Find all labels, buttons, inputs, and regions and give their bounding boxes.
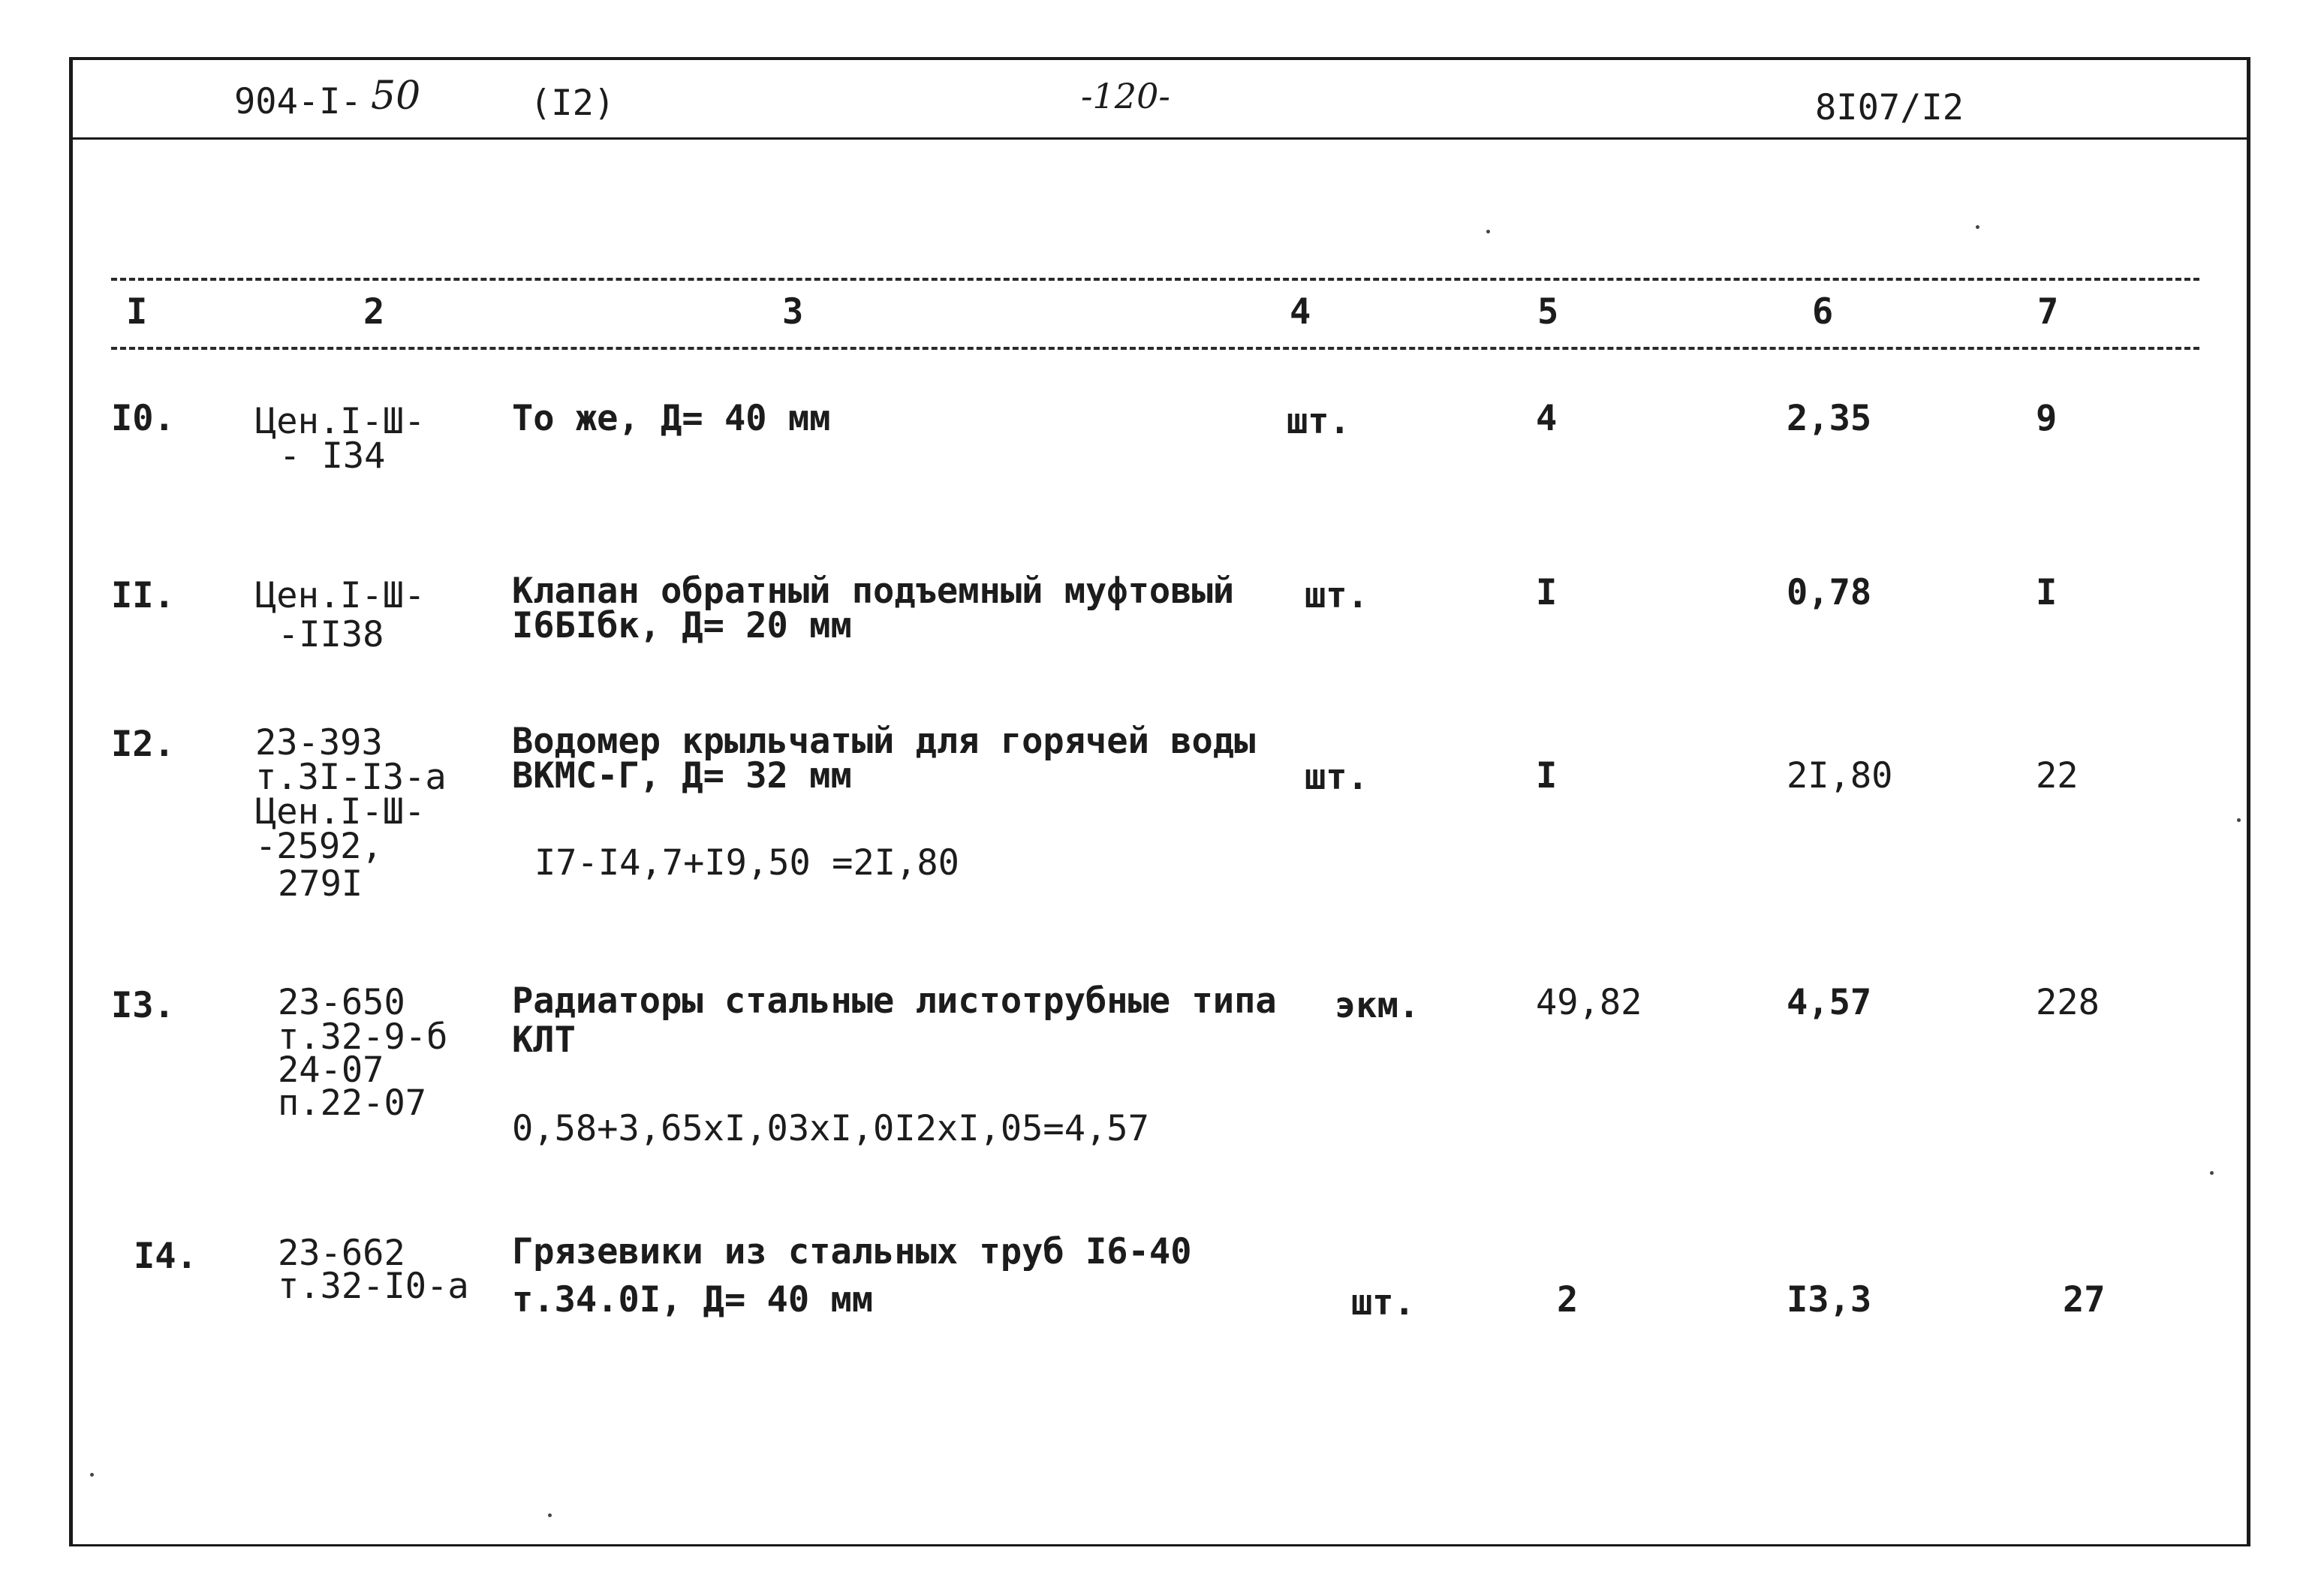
row-code: п.22-07 bbox=[278, 1083, 427, 1124]
row-total: I bbox=[2036, 572, 2058, 613]
row-code: -2592, bbox=[255, 826, 383, 867]
row-number: I0. bbox=[111, 398, 175, 439]
row-total: 9 bbox=[2036, 398, 2058, 439]
row-unit: шт. bbox=[1351, 1282, 1415, 1323]
row-quantity: 4 bbox=[1536, 398, 1558, 439]
column-header-top-rule bbox=[111, 278, 2199, 281]
row-code: Цен.I-Ш- bbox=[255, 401, 426, 442]
row-code: Цен.I-Ш- bbox=[255, 791, 426, 833]
row-price: 2,35 bbox=[1787, 398, 1872, 439]
row-description: ВКМС-Г, Д= 32 мм bbox=[512, 755, 852, 796]
header-rule bbox=[69, 137, 2250, 140]
doc-series-handwritten: 50 bbox=[371, 74, 421, 119]
row-description: т.34.0I, Д= 40 мм bbox=[512, 1279, 874, 1320]
col-header-2: 2 bbox=[363, 291, 385, 333]
scan-speck bbox=[2237, 818, 2241, 822]
row-number: I3. bbox=[111, 985, 175, 1026]
row-price: 0,78 bbox=[1787, 572, 1872, 613]
column-header-bottom-rule bbox=[111, 347, 2199, 350]
row-unit: шт. bbox=[1305, 757, 1368, 798]
page-number: -120- bbox=[1081, 76, 1170, 116]
doc-series: 904-I- bbox=[234, 81, 362, 122]
row-unit: шт. bbox=[1305, 575, 1368, 616]
row-quantity: 2 bbox=[1557, 1279, 1579, 1320]
row-code: 279I bbox=[278, 863, 363, 905]
col-header-3: 3 bbox=[782, 291, 804, 333]
row-description: То же, Д= 40 мм bbox=[512, 398, 831, 439]
row-description: I6БIбк, Д= 20 мм bbox=[512, 605, 852, 646]
col-header-6: 6 bbox=[1812, 291, 1834, 333]
row-number: I2. bbox=[111, 724, 175, 765]
row-description: Грязевики из стальных труб I6-40 bbox=[512, 1231, 1192, 1272]
row-calculation: I7-I4,7+I9,50 =2I,80 bbox=[534, 842, 959, 884]
row-total: 27 bbox=[2063, 1279, 2106, 1320]
row-quantity: I bbox=[1536, 755, 1558, 796]
row-price: 4,57 bbox=[1787, 982, 1872, 1023]
scan-speck bbox=[1486, 230, 1490, 233]
doc-part: (I2) bbox=[530, 83, 616, 124]
col-header-4: 4 bbox=[1290, 291, 1311, 333]
col-header-1: I bbox=[126, 291, 148, 333]
row-code: т.32-9-б bbox=[278, 1016, 448, 1058]
scan-speck bbox=[2210, 1171, 2214, 1175]
row-unit: шт. bbox=[1287, 401, 1350, 442]
row-description: КЛТ bbox=[512, 1019, 576, 1061]
row-quantity: I bbox=[1536, 572, 1558, 613]
scan-speck bbox=[548, 1513, 552, 1517]
row-unit: экм. bbox=[1335, 985, 1420, 1026]
row-code: 23-393 bbox=[255, 722, 383, 763]
col-header-5: 5 bbox=[1537, 291, 1559, 333]
row-code: т.32-I0-а bbox=[278, 1266, 469, 1307]
row-price: 2I,80 bbox=[1787, 755, 1893, 796]
row-description: Радиаторы стальные листотрубные типа bbox=[512, 980, 1277, 1022]
row-code: 24-07 bbox=[278, 1049, 384, 1091]
row-calculation: 0,58+3,65хI,03хI,0I2хI,05=4,57 bbox=[512, 1108, 1149, 1149]
scan-speck bbox=[1976, 225, 1979, 229]
row-code: Цен.I-Ш- bbox=[255, 575, 426, 616]
row-code: 23-662 bbox=[278, 1233, 405, 1274]
row-code: -II38 bbox=[278, 614, 384, 655]
row-code: - I34 bbox=[279, 435, 386, 477]
row-quantity: 49,82 bbox=[1536, 982, 1642, 1023]
col-header-7: 7 bbox=[2037, 291, 2059, 333]
row-code: 23-650 bbox=[278, 982, 405, 1023]
row-description: Клапан обратный подъемный муфтовый bbox=[512, 571, 1235, 612]
row-total: 228 bbox=[2036, 982, 2100, 1023]
row-total: 22 bbox=[2036, 755, 2079, 796]
row-number: I4. bbox=[134, 1236, 197, 1277]
row-description: Водомер крыльчатый для горячей воды bbox=[512, 721, 1256, 762]
row-number: II. bbox=[111, 575, 175, 616]
sheet-code: 8I07/I2 bbox=[1815, 87, 1964, 128]
row-code: т.3I-I3-а bbox=[255, 757, 447, 798]
row-price: I3,3 bbox=[1787, 1279, 1872, 1320]
scan-speck bbox=[90, 1473, 94, 1477]
